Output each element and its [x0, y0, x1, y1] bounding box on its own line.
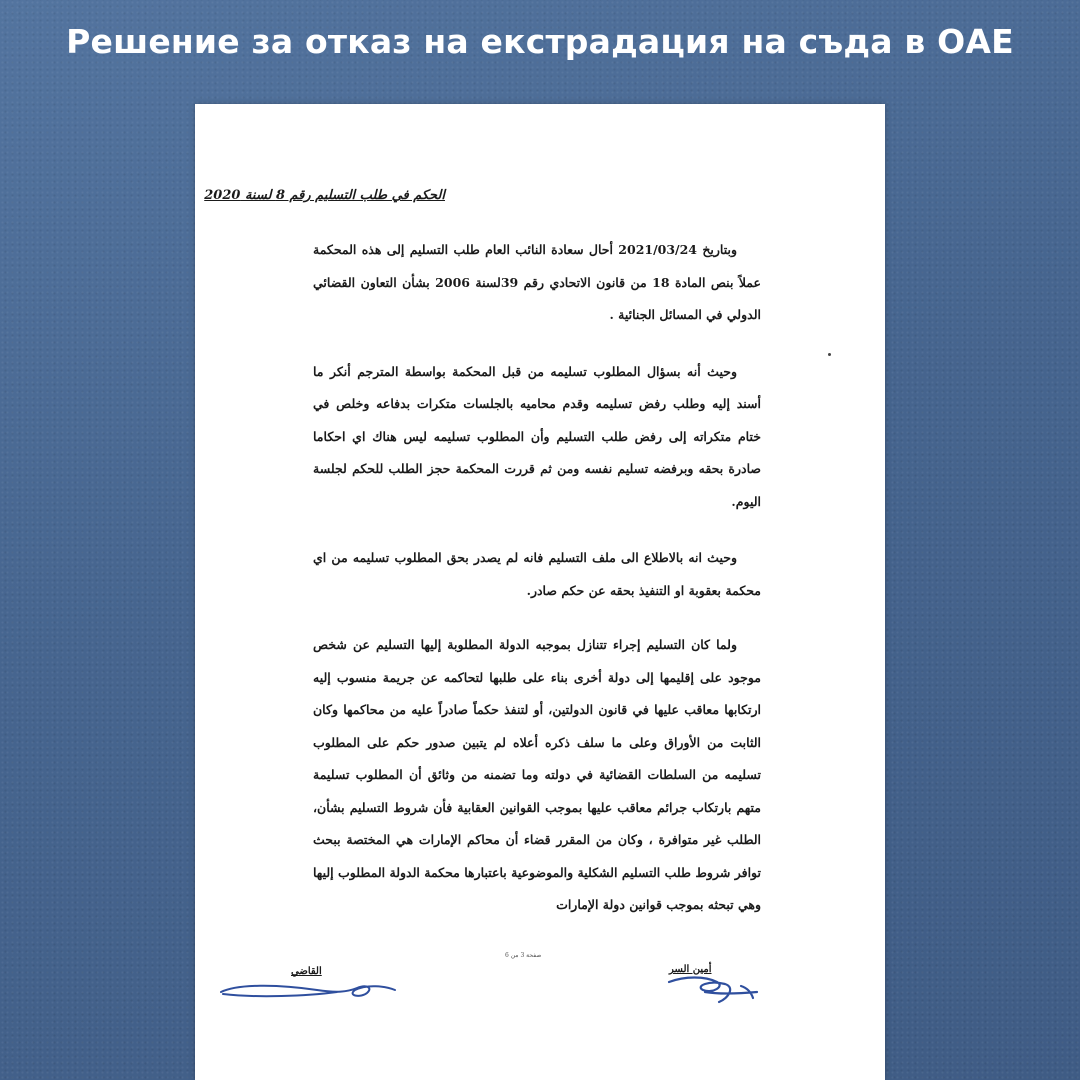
paragraph: وحيث أنه بسؤال المطلوب تسليمه من قبل المحكمة بواسطة المترجم أنكر ما أسند إليه وطلب رفض تسليمه وقدم محاميه بالجلسات متكرات بدفاعه وخلص في ختام متكراته إلى رفض طلب التسليم وأن المطلوب تسليمه ليس هناك اي احكاما صادرة بحقه وبرفضه تسليم نفسه ومن ثم قررت المحكمة حجز الطلب للحكم لجلسة اليوم.: [313, 363, 761, 509]
secretary-label: أمين السر: [669, 964, 712, 975]
paragraph: وبتاريخ 2021/03/24 أحال سعادة النائب العام طلب التسليم إلى هذه المحكمة عملاً بنص المادة 18 من قانون الاتحادي رقم 39لسنة 2006 بشأن التعاون القضائي الدولي في المسائل الجنائية .: [313, 242, 761, 322]
judge-signature: [217, 976, 407, 1006]
document-body: [313, 234, 761, 946]
paragraph: وحيث انه بالاطلاع الى ملف التسليم فانه لم يصدر بحق المطلوب تسليمه من اي محكمة بعقوبة او التنفيذ بحقه عن حكم صادر.: [313, 550, 761, 598]
document-page: [195, 104, 885, 1080]
judge-label: القاضي: [291, 966, 322, 977]
headline: Решение за отказ на екстрадация на съда в ОАЕ: [66, 22, 1014, 61]
document-heading: الحكم في طلب التسليم رقم 8 لسنة 2020: [204, 188, 445, 203]
paragraph: ولما كان التسليم إجراء تتنازل بموجبه الدولة المطلوبة إليها التسليم عن شخص موجود على إقليمها إلى دولة أخرى بناء على طلبها لتحاكمه عن جريمة منسوب إليه ارتكابها معاقب عليها في قانون الدولتين، أو لتنفذ حكماً صادراً عليه من محاكمها وكان الثابت من الأوراق وعلى ما سلف ذكره أعلاه لم يتبين صدور حكم على المطلوب تسليمه من السلطات القضائية في دولته وما تضمنه من وثائق أن المطلوب تسليمة متهم بارتكاب جرائم معاقب عليها بموجب القوانين العقابية فأن شروط التسليم بشأن، الطلب غير متوافرة ، وكان من المقرر قضاء أن محاكم الإمارات هي المختصة ببحث توافر شروط طلب التسليم الشكلية والموضوعية باعتبارها محكمة الدولة المطلوب إليها وهي تبحثه بموجب قوانين دولة الإمارات: [313, 637, 761, 912]
margin-mark: [828, 353, 831, 356]
page-number: صفحة 3 من 6: [505, 952, 542, 959]
secretary-signature: [665, 972, 765, 1012]
